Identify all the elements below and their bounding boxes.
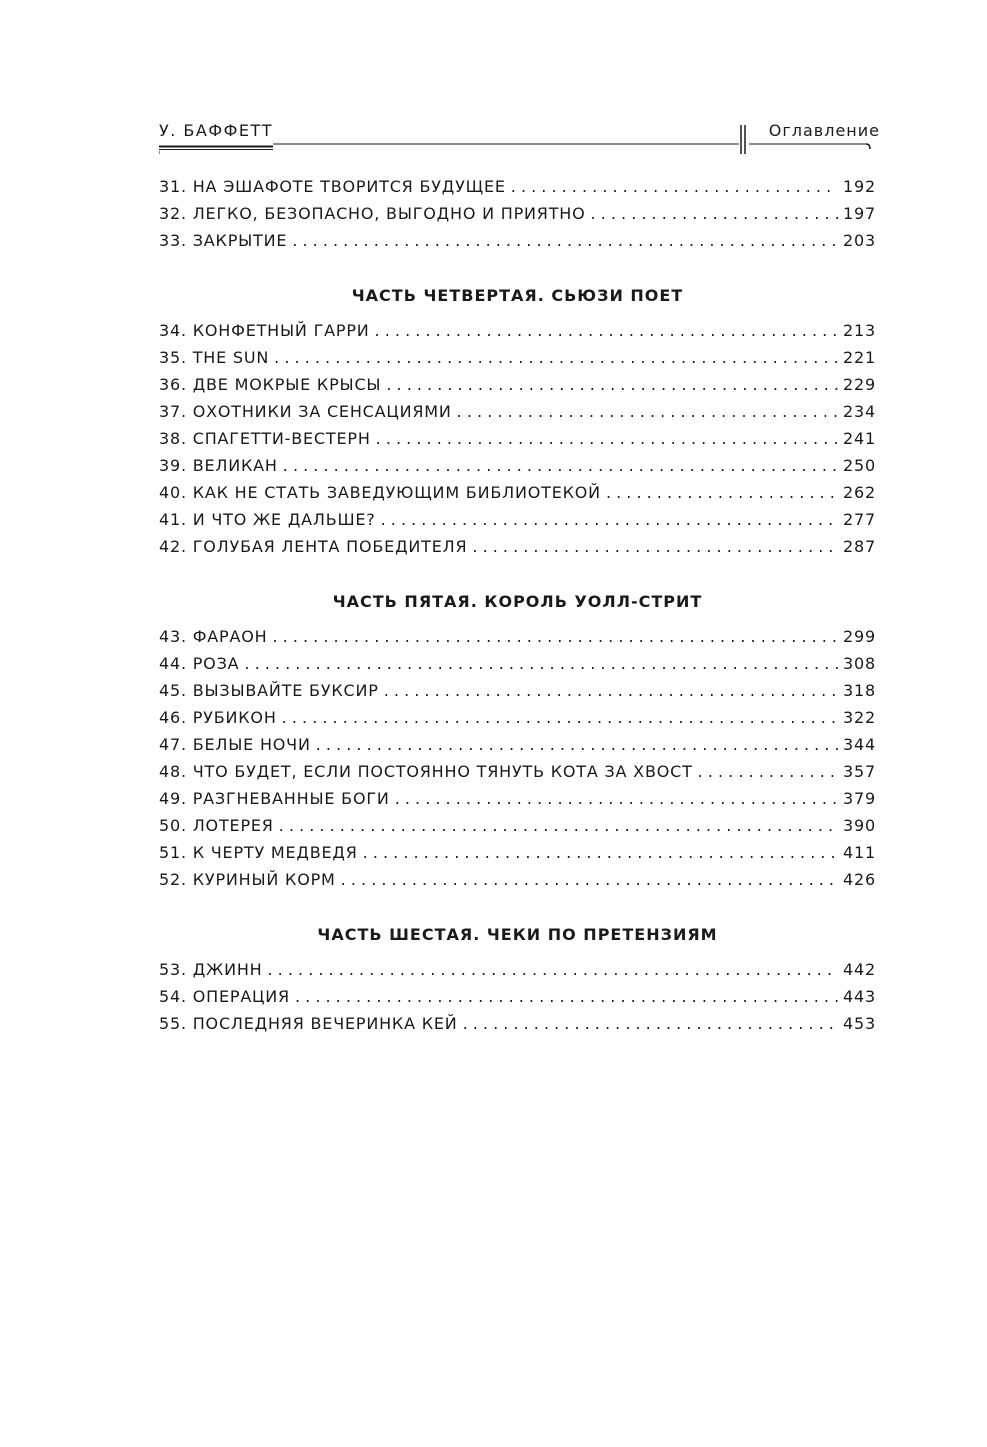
toc-entry-page: 318: [843, 681, 876, 700]
toc-leader-dots: [244, 654, 838, 673]
toc-entry[interactable]: [159, 177, 876, 204]
toc-entry-page: 277: [843, 510, 876, 529]
running-head-author: У. БАФФЕТТ: [159, 121, 274, 140]
toc-entry-title: 50. ЛОТЕРЕЯ: [159, 816, 274, 835]
toc-leader-dots: [375, 321, 839, 340]
toc-entry-title: 34. КОНФЕТНЫЙ ГАРРИ: [159, 321, 370, 340]
toc-entry[interactable]: [159, 816, 876, 843]
toc-entry-page: 250: [843, 456, 876, 475]
toc-entry-title: 44. РОЗА: [159, 654, 240, 673]
toc-leader-dots: [463, 1014, 838, 1033]
toc-entry-page: 221: [843, 348, 876, 367]
toc-leader-dots: [381, 510, 838, 529]
toc-entry[interactable]: [159, 960, 876, 987]
toc-entry[interactable]: [159, 789, 876, 816]
toc-entry-page: 234: [843, 402, 876, 421]
toc-entry-page: 241: [843, 429, 876, 448]
toc-entry-title: 40. КАК НЕ СТАТЬ ЗАВЕДУЮЩИМ БИБЛИОТЕКОЙ: [159, 483, 601, 502]
toc-leader-dots: [606, 483, 838, 502]
toc-entry-page: 357: [843, 762, 876, 781]
toc-entry[interactable]: [159, 681, 876, 708]
toc-list: [159, 960, 876, 1041]
toc-leader-dots: [384, 681, 838, 700]
toc-entry[interactable]: [159, 510, 876, 537]
toc-entry[interactable]: [159, 402, 876, 429]
toc-leader-dots: [457, 402, 838, 421]
toc-entry-page: 453: [843, 1014, 876, 1033]
toc-entry-title: 47. БЕЛЫЕ НОЧИ: [159, 735, 311, 754]
toc-entry[interactable]: [159, 204, 876, 231]
toc-entry-page: 197: [843, 204, 876, 223]
toc-entry[interactable]: [159, 708, 876, 735]
toc-list: [159, 321, 876, 564]
part-heading: ЧАСТЬ ШЕСТАЯ. ЧЕКИ ПО ПРЕТЕНЗИЯМ: [317, 925, 718, 944]
toc-entry-title: 35. THE SUN: [159, 348, 270, 367]
toc-entry-page: 203: [843, 231, 876, 250]
toc-leader-dots: [376, 429, 838, 448]
toc-entry-title: 45. ВЫЗЫВАЙТЕ БУКСИР: [159, 681, 379, 700]
toc-entry[interactable]: [159, 870, 876, 897]
toc-leader-dots: [292, 231, 838, 250]
part-heading: ЧАСТЬ ЧЕТВЕРТАЯ. СЬЮЗИ ПОЕТ: [351, 286, 684, 305]
toc-list: [159, 177, 876, 258]
toc-leader-dots: [279, 816, 838, 835]
toc-entry[interactable]: [159, 843, 876, 870]
toc-entry-title: 39. ВЕЛИКАН: [159, 456, 278, 475]
toc-entry[interactable]: [159, 987, 876, 1014]
toc-entry-title: 49. РАЗГНЕВАННЫЕ БОГИ: [159, 789, 390, 808]
toc-entry[interactable]: [159, 1014, 876, 1041]
toc-entry-title: 33. ЗАКРЫТИЕ: [159, 231, 288, 250]
toc-entry-title: 54. ОПЕРАЦИЯ: [159, 987, 290, 1006]
toc-entry[interactable]: [159, 627, 876, 654]
toc-entry[interactable]: [159, 375, 876, 402]
toc-entry[interactable]: [159, 762, 876, 789]
toc-entry-page: 287: [843, 537, 876, 556]
toc-leader-dots: [268, 960, 839, 979]
toc-entry-page: 322: [843, 708, 876, 727]
toc-entry-page: 426: [843, 870, 876, 889]
running-head-section: Оглавление: [768, 121, 880, 140]
toc-leader-dots: [395, 789, 838, 808]
toc-entry-page: 390: [843, 816, 876, 835]
toc-leader-dots: [591, 204, 839, 223]
toc-leader-dots: [272, 627, 838, 646]
toc-entry[interactable]: [159, 735, 876, 762]
toc-entry-title: 55. ПОСЛЕДНЯЯ ВЕЧЕРИНКА КЕЙ: [159, 1014, 458, 1033]
toc-entry-page: 308: [843, 654, 876, 673]
toc-entry-title: 31. НА ЭШАФОТЕ ТВОРИТСЯ БУДУЩЕЕ: [159, 177, 506, 196]
toc-entry-page: 443: [843, 987, 876, 1006]
toc-entry[interactable]: [159, 483, 876, 510]
toc-entry-title: 48. ЧТО БУДЕТ, ЕСЛИ ПОСТОЯННО ТЯНУТЬ КОТА ЗА ХВОСТ: [159, 762, 693, 781]
toc-entry-page: 379: [843, 789, 876, 808]
toc-entry[interactable]: [159, 654, 876, 681]
toc-entry-page: 411: [843, 843, 876, 862]
toc-entry-title: 51. К ЧЕРТУ МЕДВЕДЯ: [159, 843, 358, 862]
toc-entry-title: 46. РУБИКОН: [159, 708, 277, 727]
toc-entry-page: 229: [843, 375, 876, 394]
toc-entry-title: 52. КУРИНЫЙ КОРМ: [159, 870, 336, 889]
toc-leader-dots: [511, 177, 838, 196]
toc-entry-title: 43. ФАРАОН: [159, 627, 268, 646]
toc-leader-dots: [295, 987, 838, 1006]
toc-entry-page: 442: [843, 960, 876, 979]
toc-entry-title: 37. ОХОТНИКИ ЗА СЕНСАЦИЯМИ: [159, 402, 452, 421]
toc-entry-title: 36. ДВЕ МОКРЫЕ КРЫСЫ: [159, 375, 382, 394]
toc-entry-title: 38. СПАГЕТТИ-ВЕСТЕРН: [159, 429, 371, 448]
toc-entry-page: 192: [843, 177, 876, 196]
toc-leader-dots: [363, 843, 838, 862]
running-head: [159, 121, 880, 157]
toc-leader-dots: [282, 708, 838, 727]
toc-leader-dots: [341, 870, 838, 889]
toc-entry[interactable]: [159, 456, 876, 483]
toc-entry[interactable]: [159, 537, 876, 564]
part-heading: ЧАСТЬ ПЯТАЯ. КОРОЛЬ УОЛЛ-СТРИТ: [332, 592, 703, 611]
toc-entry-page: 213: [843, 321, 876, 340]
toc-entry-title: 32. ЛЕГКО, БЕЗОПАСНО, ВЫГОДНО И ПРИЯТНО: [159, 204, 586, 223]
toc-leader-dots: [386, 375, 838, 394]
toc-entry-page: 344: [843, 735, 876, 754]
toc-list: [159, 627, 876, 897]
toc-entry[interactable]: [159, 429, 876, 456]
toc-entry[interactable]: [159, 321, 876, 348]
toc-entry-page: 299: [843, 627, 876, 646]
toc-entry[interactable]: [159, 231, 876, 258]
toc-entry-title: 42. ГОЛУБАЯ ЛЕНТА ПОБЕДИТЕЛЯ: [159, 537, 468, 556]
toc-entry-title: 53. ДЖИНН: [159, 960, 263, 979]
toc-entry[interactable]: [159, 348, 876, 375]
toc-leader-dots: [274, 348, 838, 367]
toc-leader-dots: [698, 762, 838, 781]
toc-entry-page: 262: [843, 483, 876, 502]
toc-leader-dots: [472, 537, 838, 556]
toc-leader-dots: [283, 456, 838, 475]
toc-entry-title: 41. И ЧТО ЖЕ ДАЛЬШЕ?: [159, 510, 376, 529]
toc-leader-dots: [316, 735, 838, 754]
